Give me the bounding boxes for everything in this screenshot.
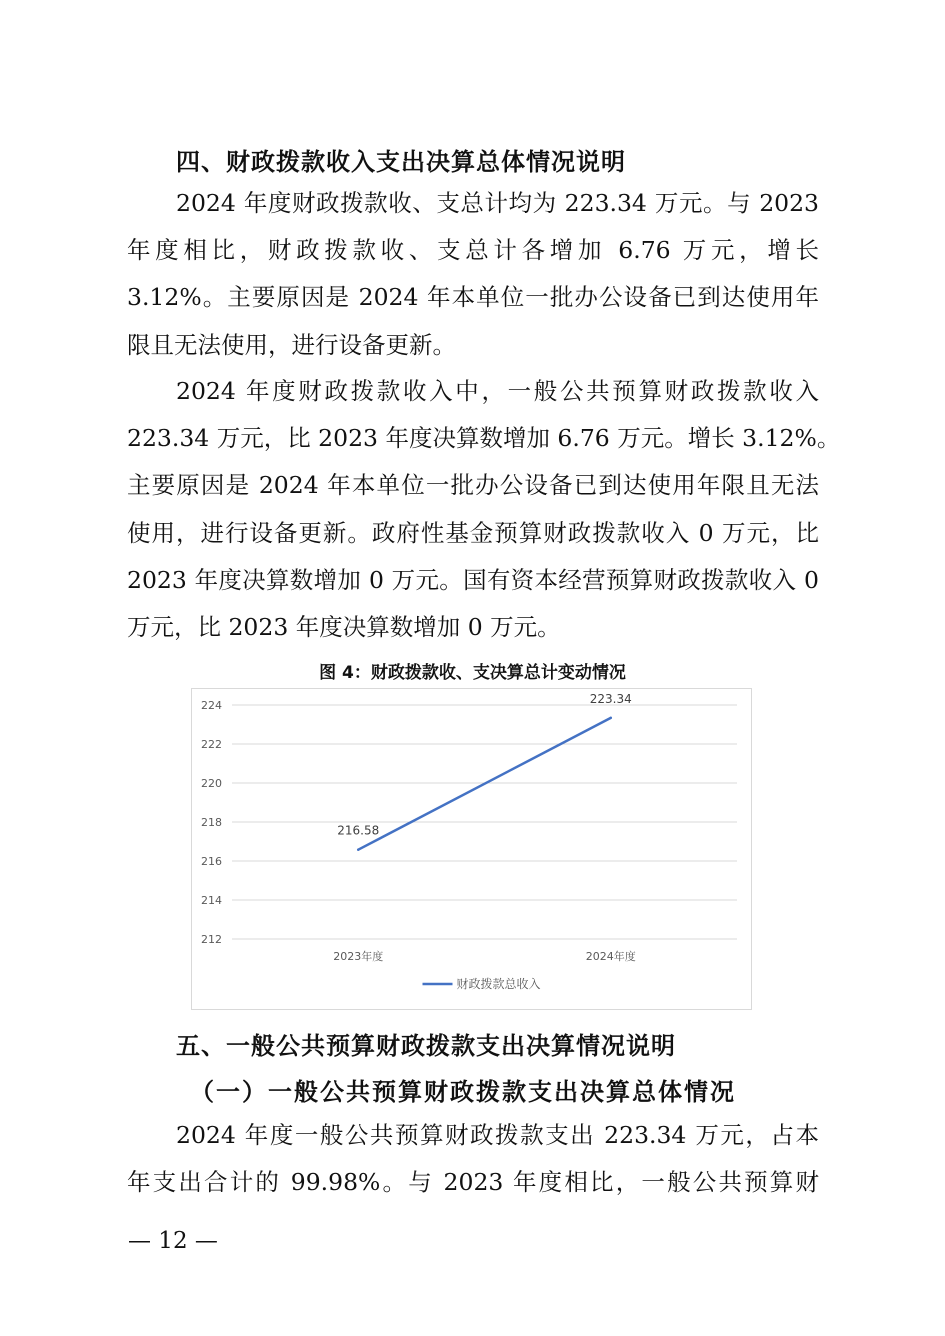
text-line: 3.12%。主要原因是 2024 年本单位一批办公设备已到达使用年 (127, 283, 819, 312)
y-tick-label: 220 (201, 777, 222, 790)
text-line: 使用，进行设备更新。政府性基金预算财政拨款收入 0 万元，比 (127, 518, 819, 547)
series-line (358, 718, 611, 850)
data-label: 216.58 (337, 823, 380, 838)
section4-paragraph-1 (127, 180, 819, 369)
x-tick-label: 2023年度 (333, 950, 384, 963)
legend-label: 财政拨款总收入 (456, 977, 541, 991)
section5-subheading: （一）一般公共预算财政拨款支出决算总体情况 (190, 1078, 736, 1106)
y-tick-label: 216 (201, 855, 222, 868)
y-tick-label: 222 (201, 738, 222, 751)
text-line: 年支出合计的 99.98%。与 2023 年度相比，一般公共预算财 (127, 1168, 819, 1197)
data-label: 223.34 (589, 691, 632, 706)
text-line: 万元，比 2023 年度决算数增加 0 万元。 (127, 612, 561, 641)
y-tick-label: 224 (201, 699, 222, 712)
line-chart-svg (192, 689, 751, 1009)
text-line: 2024 年度一般公共预算财政拨款支出 223.34 万元，占本 (176, 1121, 819, 1149)
line-chart (191, 688, 752, 1010)
text-line: 2023 年度决算数增加 0 万元。国有资本经营预算财政拨款收入 0 (127, 565, 819, 594)
section5-paragraph-1 (127, 1112, 819, 1206)
page-number: — 12 — (128, 1228, 218, 1254)
data-point (357, 848, 359, 850)
text-line: 2024 年度财政拨款收、支总计均为 223.34 万元。与 2023 (176, 189, 819, 217)
text-line: 限且无法使用，进行设备更新。 (127, 330, 456, 359)
section4-paragraph-2 (127, 368, 841, 651)
section5-heading: 五、一般公共预算财政拨款支出决算情况说明 (176, 1032, 676, 1060)
x-tick-label: 2024年度 (585, 950, 636, 963)
y-tick-label: 212 (201, 933, 222, 946)
figure-caption: 图 4：财政拨款收、支决算总计变动情况 (319, 663, 626, 683)
data-point (610, 717, 612, 719)
y-tick-label: 218 (201, 816, 222, 829)
y-tick-label: 214 (201, 894, 222, 907)
text-line: 年度相比，财政拨款收、支总计各增加 6.76 万元，增长 (127, 236, 819, 265)
text-line: 主要原因是 2024 年本单位一批办公设备已到达使用年限且无法 (127, 471, 819, 500)
section4-heading: 四、财政拨款收入支出决算总体情况说明 (176, 148, 626, 176)
text-line: 223.34 万元，比 2023 年度决算数增加 6.76 万元。增长 3.12%。 (127, 424, 841, 453)
text-line: 2024 年度财政拨款收入中，一般公共预算财政拨款收入 (176, 377, 819, 405)
